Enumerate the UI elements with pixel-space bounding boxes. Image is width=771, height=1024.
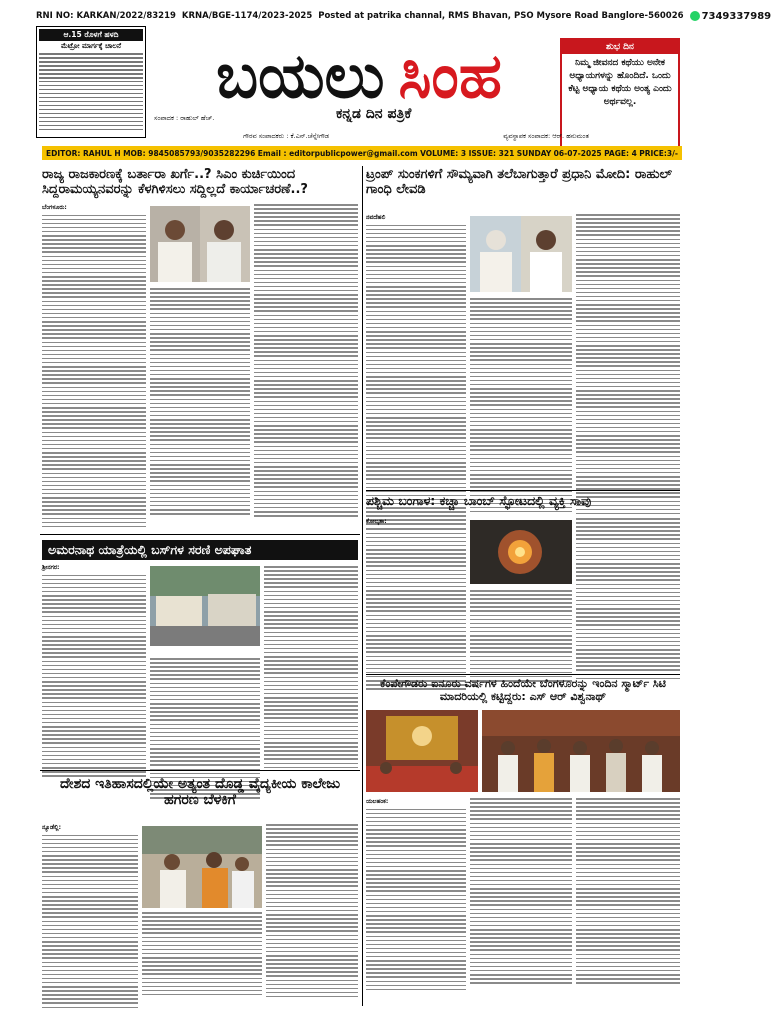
story-bomb-headline: ಪಶ್ಚಿಮ ಬಂಗಾಳ: ಕಚ್ಚಾ ಬಾಂಬ್ ಸ್ಫೋಟದಲ್ಲಿ ವ್ಯಕ್ತಿ ಸಾವು	[366, 493, 592, 508]
quote-title: ಶುಭ ದಿನ	[562, 40, 678, 54]
story-divider	[40, 534, 360, 535]
story-kempegowda-headline: ಕೆಂಪೇಗೌಡರು ಐನೂರು ವರ್ಷಗಳ ಹಿಂದೆಯೇ ಬೆಂಗಳೂರನ್ನು ಇಂದಿನ ಸ್ಮಾರ್ಟ್ ಸಿಟಿ ಮಾದರಿಯಲ್ಲಿ ಕಟ್ಟಿದ್ದರು: ಎಸ್ ಆರ್ ವಿಶ್ವನಾಥ್	[380, 677, 666, 703]
photo-amarnath-buses	[150, 566, 260, 646]
story-trump-col3	[576, 214, 680, 514]
newspaper-page	[36, 8, 771, 1008]
rni-number: RNI NO: KARKAN/2022/83219	[36, 11, 176, 21]
story-kempegowda-col3	[576, 798, 680, 984]
story-amarnath-col1	[42, 564, 146, 777]
editor-credit: ಸಂಪಾದಕ : ರಾಹುಲ್ ಹೆಚ್.	[154, 114, 215, 122]
mobile-numbers: MOB: 9845085793/9035282296	[123, 148, 256, 158]
story-medical-byline: ನ್ಯೂಡೆಲ್ಲಿ:	[42, 824, 61, 831]
whatsapp-number: 7349337989	[701, 10, 771, 22]
email-address: Email : editorpublicpower@gmail.com	[257, 148, 418, 158]
story-kharge-col2	[150, 288, 250, 515]
issue-info-bar	[42, 146, 682, 160]
teaser-body-text	[39, 53, 143, 130]
whatsapp-icon	[690, 11, 700, 21]
krna-number: KRNA/BGE-1174/2023-2025	[181, 11, 313, 21]
masthead-tagline: ಕನ್ನಡ ದಿನ ಪತ್ರಿಕೆ	[336, 106, 412, 122]
editor-name: EDITOR: RAHUL H	[46, 148, 121, 158]
story-trump-col1	[366, 214, 466, 529]
story-kempegowda-col2	[470, 798, 572, 984]
editorial-credits	[156, 132, 676, 141]
posting-info: Posted at patrika channal, RMS Bhavan, PSO Mysore Road Banglore-560026	[318, 11, 684, 21]
photo-kempegowda-dignitaries	[482, 710, 680, 792]
story-amarnath-col3	[264, 566, 358, 768]
honorary-editor: ಗೌರವ ಸಂಪಾದಕರು : ಕೆ.ಎನ್.ಚೆನ್ನೇಗೌಡ	[243, 132, 330, 140]
story-kharge-headline: ರಾಜ್ಯ ರಾಜಕಾರಣಕ್ಕೆ ಬರ್ತಾರಾ ಖರ್ಗೆ..? ಸಿಎಂ ಕುರ್ಚಿಯಿಂದ ಸಿದ್ದರಾಮಯ್ಯನವರನ್ನು ಕೆಳಗಿಳಿಸಲು ಸದ್ದಿಲ್ಲದೆ ಕಾರ್ಯಾಚರಣೆ..?	[42, 167, 308, 197]
story-medical-col1	[42, 824, 138, 1008]
page-number: PAGE: 4	[604, 148, 637, 158]
managing-editor: ವ್ಯವಸ್ಥಾಪಕ ಸಂಪಾದಕ: ಆರ್. ಹನುಮಂತ	[503, 132, 589, 140]
story-kempegowda-col1	[366, 798, 466, 990]
photo-bomb-explosion	[470, 520, 572, 584]
masthead-word-bayalu: ಬಯಲು	[216, 39, 385, 112]
story-amarnath-byline: ಶ್ರೀನಗರ:	[42, 564, 60, 571]
story-bomb-col1	[366, 518, 466, 690]
story-kharge-col1	[42, 204, 146, 527]
story-trump-headline: ಟ್ರಂಪ್ ಸುಂಕಗಳಿಗೆ ಸೌಮ್ಯವಾಗಿ ತಲೆಬಾಗುತ್ತಾರೆ ಪ್ರಧಾನಿ ಮೋದಿ: ರಾಹುಲ್ ಗಾಂಧಿ ಲೇವಡಿ	[366, 167, 673, 197]
teaser-title: ಆ.15 ರೊಳಗೆ ಹಳದಿ	[39, 29, 143, 41]
photo-kharge-siddaramaiah	[150, 206, 250, 282]
price: PRICE:3/-	[639, 148, 678, 158]
column-divider	[362, 166, 363, 1006]
story-bomb-col2	[470, 590, 572, 682]
masthead-word-simha: ಸಿಂಹ	[398, 39, 502, 112]
story-bomb-col3	[576, 518, 680, 679]
issue-day: SUNDAY	[516, 148, 552, 158]
issue-number: ISSUE: 321	[468, 148, 515, 158]
quote-text: ನಿಮ್ಮ ಜೀವನದ ಕಥೆಯು ಅನೇಕ ಅಧ್ಯಾಯಗಳನ್ನು ಹೊಂದಿದೆ. ಒಂದು ಕೆಟ್ಟ ಅಧ್ಯಾಯ ಕಥೆಯ ಅಂತ್ಯ ಎಂದು ಅರ್ಥವಲ್ಲ.	[568, 58, 672, 108]
whatsapp-contact	[690, 11, 771, 22]
teaser-box-metro	[36, 26, 146, 138]
registration-line	[36, 8, 771, 24]
story-medical-col2	[142, 912, 262, 995]
photo-modi-rahul	[470, 216, 572, 292]
story-divider	[366, 674, 680, 675]
story-trump-byline: ನವದೆಹಲಿ	[366, 214, 386, 221]
teaser-subtitle: ಮೆಟ್ರೋ ಮಾರ್ಗಕ್ಕೆ ಚಾಲನೆ	[60, 42, 122, 50]
photo-medical-college	[142, 826, 262, 908]
story-kempegowda-byline: ಯಲಹಂಕ:	[366, 798, 389, 805]
volume-number: VOLUME: 3	[420, 148, 467, 158]
story-kharge-byline: ಬೆಂಗಳೂರು:	[42, 204, 67, 211]
story-divider	[40, 770, 360, 771]
story-bomb-byline: ಕೋಲ್ಕತಾ:	[366, 518, 387, 525]
story-medical-col3	[266, 824, 358, 997]
story-kharge-col3	[254, 204, 358, 517]
issue-date: 06-07-2025	[553, 148, 602, 158]
story-divider	[366, 490, 680, 491]
story-trump-col2	[470, 298, 572, 512]
story-amarnath-headline: ಅಮರನಾಥ ಯಾತ್ರೆಯಲ್ಲಿ ಬಸ್‌ಗಳ ಸರಣಿ ಅಪಘಾತ	[42, 540, 358, 560]
photo-kempegowda-stage	[366, 710, 478, 792]
story-medical-headline: ದೇಶದ ಇತಿಹಾಸದಲ್ಲಿಯೇ ಅತ್ಯಂತ ದೊಡ್ಡ ವೈದ್ಯಕೀಯ ಕಾಲೇಜು ಹಗರಣ ಬೆಳಕಿಗೆ	[59, 776, 341, 809]
